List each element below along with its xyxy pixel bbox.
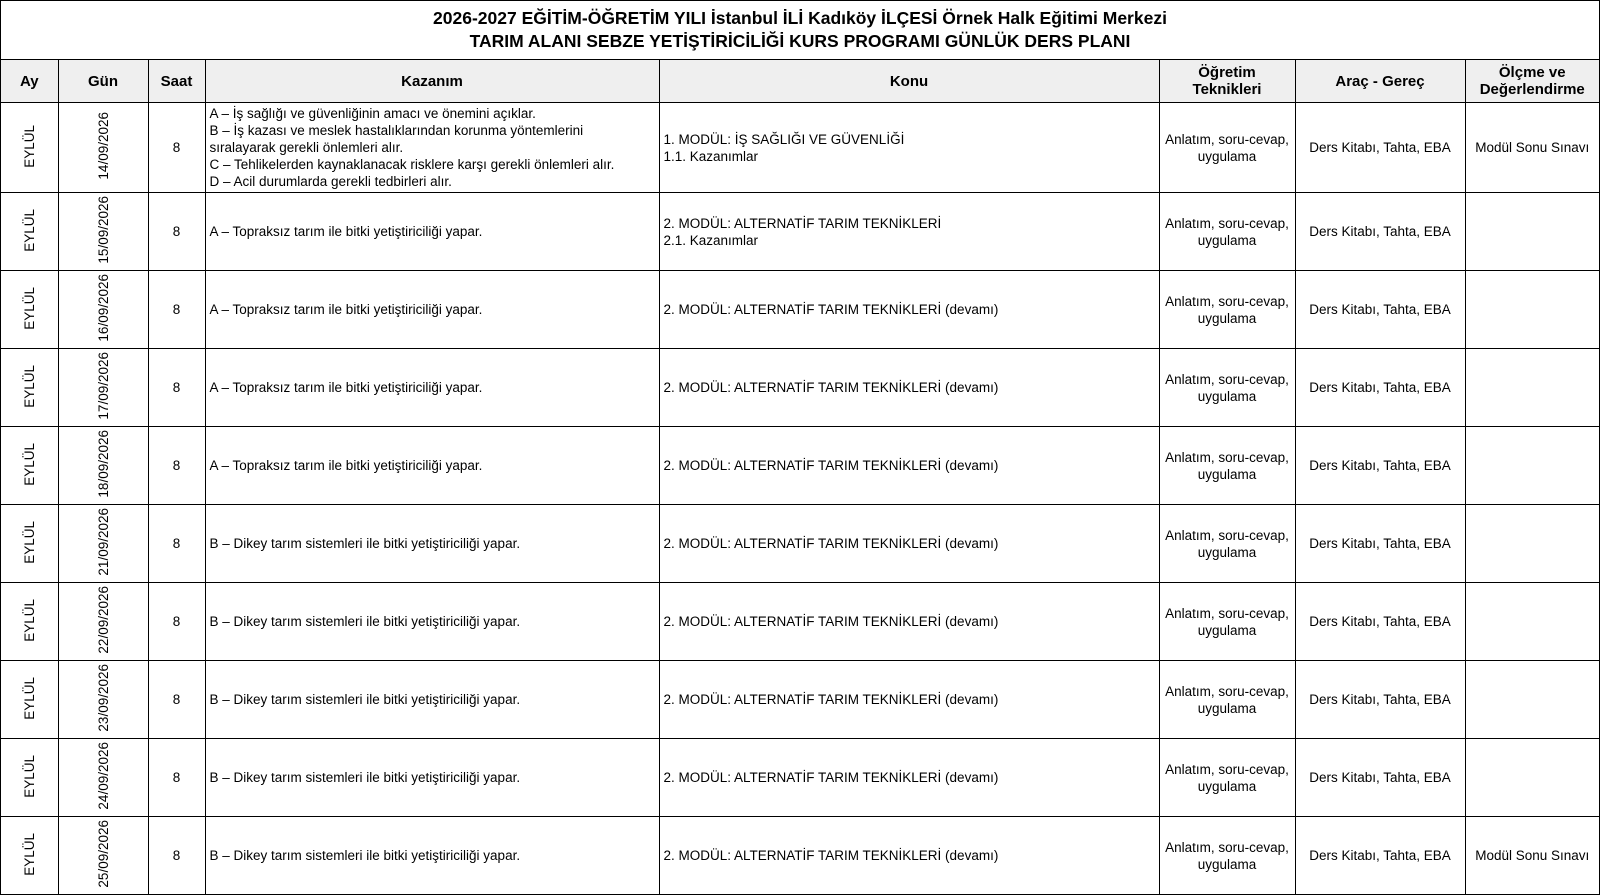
month-label: EYLÜL — [21, 676, 37, 720]
month-label: EYLÜL — [21, 832, 37, 876]
teknik-line: uygulama — [1197, 148, 1257, 164]
cell-konu — [659, 103, 1159, 193]
cell-ogretim-teknikleri — [1159, 271, 1295, 349]
cell-olcme: Modül Sonu Sınavı — [1465, 817, 1599, 895]
teknik-line: uygulama — [1197, 544, 1257, 560]
table-body — [1, 103, 1599, 895]
cell-ogretim-teknikleri — [1159, 739, 1295, 817]
cell-konu — [659, 661, 1159, 739]
date-label: 24/09/2026 — [95, 742, 111, 810]
cell-ay — [1, 661, 58, 739]
cell-saat: 8 — [148, 739, 205, 817]
column-header-ay: Ay — [1, 60, 58, 103]
month-label: EYLÜL — [21, 208, 37, 252]
column-header-olcme-line-2: Değerlendirme — [1479, 81, 1585, 98]
date-label: 23/09/2026 — [95, 664, 111, 732]
cell-konu — [659, 427, 1159, 505]
date-label: 14/09/2026 — [95, 112, 111, 180]
table-row — [1, 427, 1599, 505]
cell-kazanim — [205, 739, 659, 817]
cell-konu — [659, 739, 1159, 817]
teknik-line: uygulama — [1197, 856, 1257, 872]
date-label: 18/09/2026 — [95, 430, 111, 498]
konu-line: 2.1. Kazanımlar — [663, 232, 759, 248]
cell-gun — [58, 739, 148, 817]
table-row — [1, 739, 1599, 817]
cell-kazanim — [205, 427, 659, 505]
cell-saat: 8 — [148, 103, 205, 193]
cell-ay — [1, 817, 58, 895]
month-label: EYLÜL — [21, 442, 37, 486]
lesson-plan-table — [1, 60, 1599, 895]
teknik-line: uygulama — [1197, 232, 1257, 248]
kazanim-line: B – Dikey tarım sistemleri ile bitki yetiştiriciliği yapar. — [209, 848, 521, 863]
cell-konu — [659, 271, 1159, 349]
kazanim-line: D – Acil durumlarda gerekli tedbirleri alır. — [209, 174, 452, 189]
konu-line: 2. MODÜL: ALTERNATİF TARIM TEKNİKLERİ (devamı) — [663, 692, 999, 707]
column-header-kazanim: Kazanım — [205, 60, 659, 103]
konu-line: 2. MODÜL: ALTERNATİF TARIM TEKNİKLERİ (devamı) — [663, 302, 999, 317]
teknik-line: Anlatım, soru-cevap, — [1165, 371, 1289, 387]
konu-line: 2. MODÜL: ALTERNATİF TARIM TEKNİKLERİ (devamı) — [663, 380, 999, 395]
cell-arac-gerec: Ders Kitabı, Tahta, EBA — [1295, 103, 1465, 193]
column-header-arac-gerec: Araç - Gereç — [1295, 60, 1465, 103]
cell-ogretim-teknikleri — [1159, 661, 1295, 739]
cell-gun — [58, 583, 148, 661]
teknik-line: Anlatım, soru-cevap, — [1165, 527, 1289, 543]
table-header-row — [1, 60, 1599, 103]
cell-arac-gerec: Ders Kitabı, Tahta, EBA — [1295, 505, 1465, 583]
teknik-line: Anlatım, soru-cevap, — [1165, 131, 1289, 147]
cell-kazanim — [205, 661, 659, 739]
teknik-line: Anlatım, soru-cevap, — [1165, 605, 1289, 621]
cell-konu — [659, 193, 1159, 271]
cell-kazanim — [205, 505, 659, 583]
date-label: 17/09/2026 — [95, 352, 111, 420]
cell-saat: 8 — [148, 505, 205, 583]
kazanim-line: A – Topraksız tarım ile bitki yetiştiriciliği yapar. — [209, 302, 483, 317]
date-label: 22/09/2026 — [95, 586, 111, 654]
cell-saat: 8 — [148, 661, 205, 739]
month-label: EYLÜL — [21, 598, 37, 642]
table-row — [1, 505, 1599, 583]
cell-saat: 8 — [148, 427, 205, 505]
table-row — [1, 103, 1599, 193]
cell-gun — [58, 103, 148, 193]
cell-arac-gerec: Ders Kitabı, Tahta, EBA — [1295, 271, 1465, 349]
konu-line: 2. MODÜL: ALTERNATİF TARIM TEKNİKLERİ (devamı) — [663, 536, 999, 551]
cell-ogretim-teknikleri — [1159, 817, 1295, 895]
column-header-gun: Gün — [58, 60, 148, 103]
cell-arac-gerec: Ders Kitabı, Tahta, EBA — [1295, 583, 1465, 661]
month-label: EYLÜL — [21, 364, 37, 408]
teknik-line: Anlatım, soru-cevap, — [1165, 683, 1289, 699]
kazanim-line: B – Dikey tarım sistemleri ile bitki yetiştiriciliği yapar. — [209, 614, 521, 629]
cell-ay — [1, 271, 58, 349]
cell-olcme — [1465, 271, 1599, 349]
cell-ay — [1, 103, 58, 193]
cell-saat: 8 — [148, 583, 205, 661]
kazanim-line: C – Tehlikelerden kaynaklanacak risklere karşı gerekli önlemleri alır. — [209, 157, 615, 172]
cell-kazanim — [205, 193, 659, 271]
cell-saat: 8 — [148, 817, 205, 895]
kazanim-line: B – Dikey tarım sistemleri ile bitki yetiştiriciliği yapar. — [209, 692, 521, 707]
date-label: 16/09/2026 — [95, 274, 111, 342]
cell-arac-gerec: Ders Kitabı, Tahta, EBA — [1295, 193, 1465, 271]
cell-ogretim-teknikleri — [1159, 583, 1295, 661]
teknik-line: Anlatım, soru-cevap, — [1165, 293, 1289, 309]
cell-arac-gerec: Ders Kitabı, Tahta, EBA — [1295, 739, 1465, 817]
column-header-olcme-degerlendirme — [1465, 60, 1599, 103]
cell-ogretim-teknikleri — [1159, 505, 1295, 583]
cell-konu — [659, 349, 1159, 427]
column-header-saat: Saat — [148, 60, 205, 103]
cell-gun — [58, 505, 148, 583]
cell-kazanim — [205, 271, 659, 349]
teknik-line: Anlatım, soru-cevap, — [1165, 839, 1289, 855]
month-label: EYLÜL — [21, 520, 37, 564]
konu-line: 1.1. Kazanımlar — [663, 148, 759, 164]
teknik-line: uygulama — [1197, 388, 1257, 404]
column-header-ogretim-teknikleri — [1159, 60, 1295, 103]
konu-line: 1. MODÜL: İŞ SAĞLIĞI VE GÜVENLİĞİ — [663, 131, 905, 147]
document-header — [1, 0, 1599, 60]
date-label: 15/09/2026 — [95, 196, 111, 264]
cell-olcme — [1465, 505, 1599, 583]
cell-kazanim — [205, 583, 659, 661]
kazanim-line: A – Topraksız tarım ile bitki yetiştiriciliği yapar. — [209, 224, 483, 239]
konu-line: 2. MODÜL: ALTERNATİF TARIM TEKNİKLERİ (devamı) — [663, 614, 999, 629]
kazanim-line: B – Dikey tarım sistemleri ile bitki yetiştiriciliği yapar. — [209, 770, 521, 785]
teknik-line: Anlatım, soru-cevap, — [1165, 215, 1289, 231]
cell-ay — [1, 739, 58, 817]
teknik-line: uygulama — [1197, 310, 1257, 326]
cell-olcme — [1465, 661, 1599, 739]
cell-ogretim-teknikleri — [1159, 103, 1295, 193]
kazanim-line: B – Dikey tarım sistemleri ile bitki yetiştiriciliği yapar. — [209, 536, 521, 551]
cell-olcme — [1465, 427, 1599, 505]
column-header-ogretim-line-1: Öğretim — [1198, 64, 1256, 81]
table-row — [1, 193, 1599, 271]
cell-kazanim — [205, 349, 659, 427]
cell-arac-gerec: Ders Kitabı, Tahta, EBA — [1295, 349, 1465, 427]
konu-line: 2. MODÜL: ALTERNATİF TARIM TEKNİKLERİ (devamı) — [663, 770, 999, 785]
kazanim-line: A – Topraksız tarım ile bitki yetiştiriciliği yapar. — [209, 380, 483, 395]
teknik-line: uygulama — [1197, 700, 1257, 716]
konu-line: 2. MODÜL: ALTERNATİF TARIM TEKNİKLERİ (devamı) — [663, 848, 999, 863]
kazanim-line: sıralayarak gerekli önlemleri alır. — [209, 140, 404, 155]
cell-ogretim-teknikleri — [1159, 427, 1295, 505]
column-header-konu: Konu — [659, 60, 1159, 103]
cell-gun — [58, 661, 148, 739]
konu-line: 2. MODÜL: ALTERNATİF TARIM TEKNİKLERİ — [663, 215, 942, 231]
cell-saat: 8 — [148, 349, 205, 427]
cell-olcme — [1465, 193, 1599, 271]
cell-saat: 8 — [148, 193, 205, 271]
table-row — [1, 271, 1599, 349]
cell-konu — [659, 505, 1159, 583]
cell-gun — [58, 817, 148, 895]
cell-saat: 8 — [148, 271, 205, 349]
kazanim-line: A – Topraksız tarım ile bitki yetiştiriciliği yapar. — [209, 458, 483, 473]
date-label: 25/09/2026 — [95, 820, 111, 888]
konu-line: 2. MODÜL: ALTERNATİF TARIM TEKNİKLERİ (devamı) — [663, 458, 999, 473]
cell-ay — [1, 193, 58, 271]
cell-olcme — [1465, 739, 1599, 817]
document-title-line-1: 2026-2027 EĞİTİM-ÖĞRETİM YILI İstanbul İLİ Kadıköy İLÇESİ Örnek Halk Eğitimi Merkezi — [433, 8, 1167, 28]
cell-ogretim-teknikleri — [1159, 193, 1295, 271]
cell-konu — [659, 583, 1159, 661]
cell-arac-gerec: Ders Kitabı, Tahta, EBA — [1295, 427, 1465, 505]
cell-ogretim-teknikleri — [1159, 349, 1295, 427]
cell-gun — [58, 193, 148, 271]
month-label: EYLÜL — [21, 754, 37, 798]
cell-ay — [1, 349, 58, 427]
cell-gun — [58, 427, 148, 505]
cell-kazanim — [205, 103, 659, 193]
cell-olcme — [1465, 349, 1599, 427]
cell-konu — [659, 817, 1159, 895]
cell-gun — [58, 271, 148, 349]
month-label: EYLÜL — [21, 124, 37, 168]
table-row — [1, 817, 1599, 895]
date-label: 21/09/2026 — [95, 508, 111, 576]
column-header-ogretim-line-2: Teknikleri — [1192, 81, 1262, 98]
cell-olcme: Modül Sonu Sınavı — [1465, 103, 1599, 193]
document-title-line-2: TARIM ALANI SEBZE YETİŞTİRİCİLİĞİ KURS PROGRAMI GÜNLÜK DERS PLANI — [469, 31, 1131, 51]
cell-arac-gerec: Ders Kitabı, Tahta, EBA — [1295, 661, 1465, 739]
teknik-line: Anlatım, soru-cevap, — [1165, 449, 1289, 465]
table-row — [1, 349, 1599, 427]
teknik-line: Anlatım, soru-cevap, — [1165, 761, 1289, 777]
cell-ay — [1, 583, 58, 661]
teknik-line: uygulama — [1197, 466, 1257, 482]
cell-kazanim — [205, 817, 659, 895]
month-label: EYLÜL — [21, 286, 37, 330]
teknik-line: uygulama — [1197, 778, 1257, 794]
kazanim-line: A – İş sağlığı ve güvenliğinin amacı ve önemini açıklar. — [209, 106, 536, 121]
table-row — [1, 583, 1599, 661]
cell-olcme — [1465, 583, 1599, 661]
cell-ay — [1, 427, 58, 505]
cell-ay — [1, 505, 58, 583]
cell-gun — [58, 349, 148, 427]
teknik-line: uygulama — [1197, 622, 1257, 638]
table-row — [1, 661, 1599, 739]
kazanim-line: B – İş kazası ve meslek hastalıklarından korunma yöntemlerini — [209, 123, 584, 138]
cell-arac-gerec: Ders Kitabı, Tahta, EBA — [1295, 817, 1465, 895]
column-header-olcme-line-1: Ölçme ve — [1498, 64, 1566, 81]
